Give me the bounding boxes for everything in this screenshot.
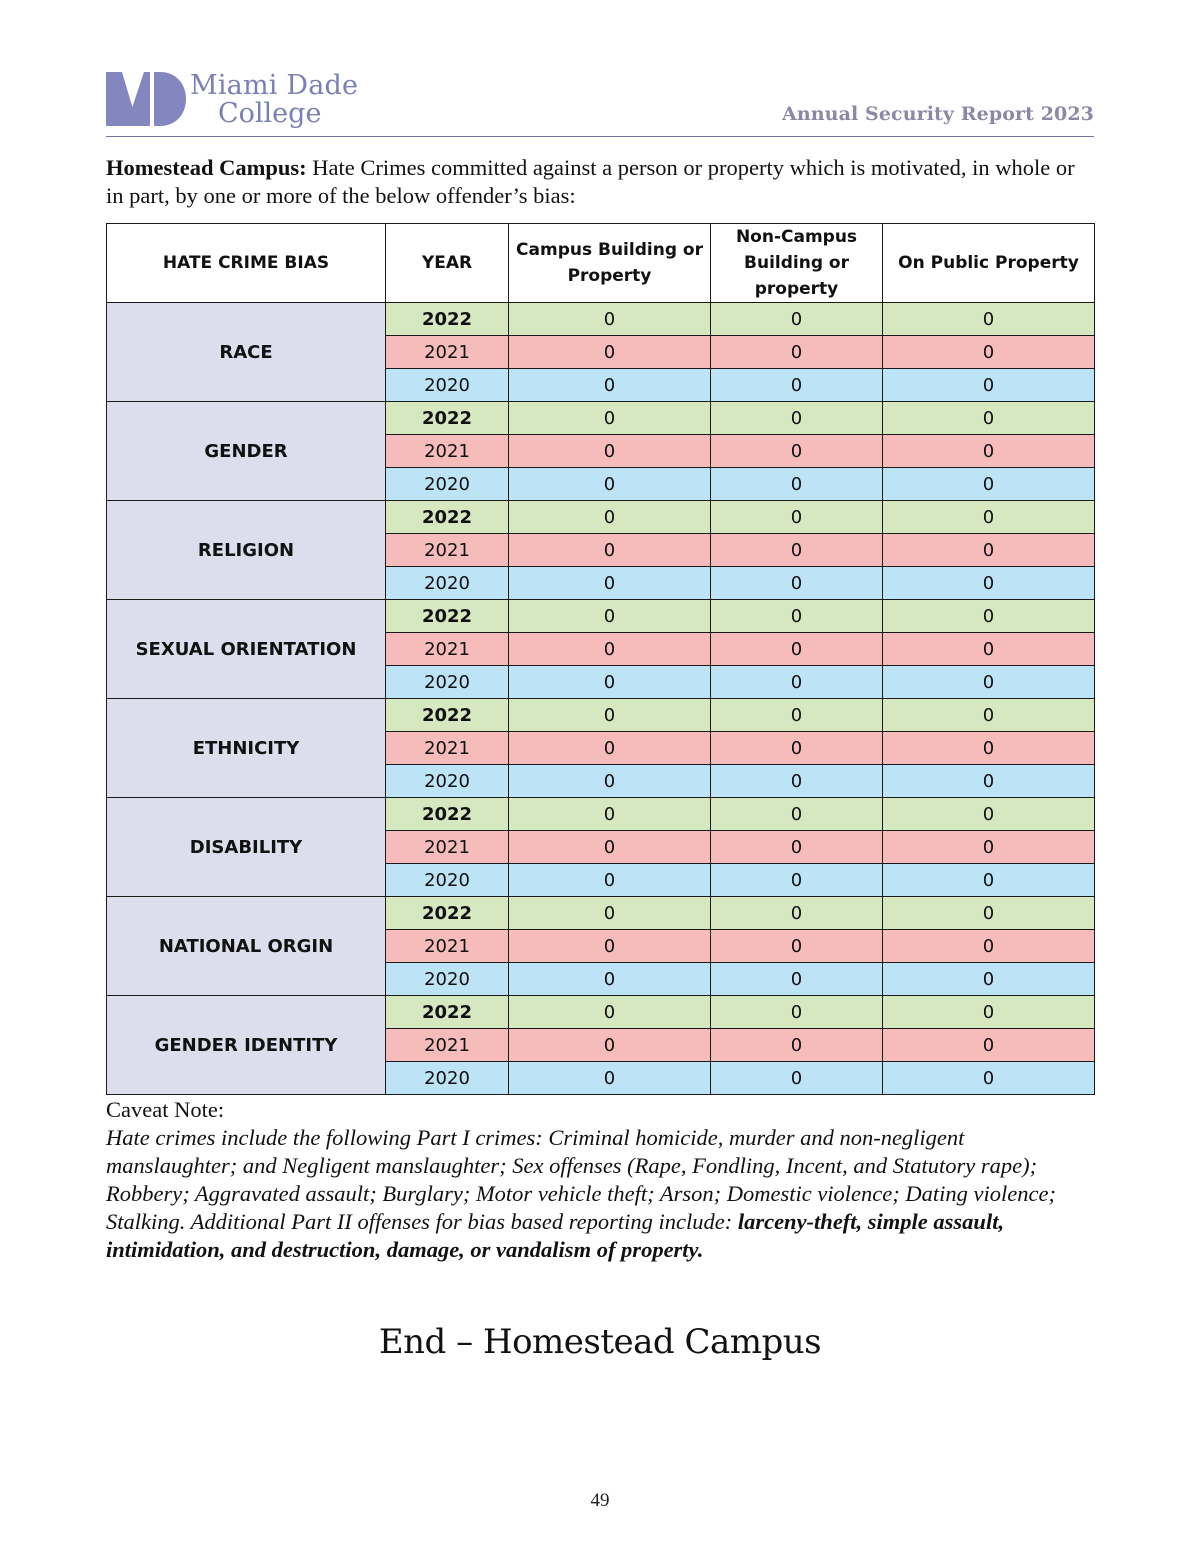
noncampus-value-cell: 0 — [711, 435, 883, 468]
table-row — [107, 798, 1095, 831]
col-header-campus: Campus Building or Property — [509, 224, 711, 303]
campus-value-cell: 0 — [509, 600, 711, 633]
year-cell: 2020 — [386, 468, 509, 501]
public-value-cell: 0 — [883, 336, 1095, 369]
public-value-cell: 0 — [883, 369, 1095, 402]
noncampus-value-cell: 0 — [711, 996, 883, 1029]
noncampus-value-cell: 0 — [711, 369, 883, 402]
bias-category-cell: DISABILITY — [107, 798, 386, 897]
campus-value-cell: 0 — [509, 567, 711, 600]
noncampus-value-cell: 0 — [711, 402, 883, 435]
year-cell: 2020 — [386, 864, 509, 897]
year-cell: 2020 — [386, 666, 509, 699]
table-row — [107, 402, 1095, 435]
campus-value-cell: 0 — [509, 666, 711, 699]
campus-value-cell: 0 — [509, 369, 711, 402]
noncampus-value-cell: 0 — [711, 633, 883, 666]
hate-crime-table — [106, 223, 1095, 1095]
year-cell: 2021 — [386, 336, 509, 369]
campus-value-cell: 0 — [509, 303, 711, 336]
noncampus-value-cell: 0 — [711, 1062, 883, 1095]
campus-value-cell: 0 — [509, 864, 711, 897]
col-header-year: YEAR — [386, 224, 509, 303]
year-cell: 2021 — [386, 930, 509, 963]
md-logo-mark-icon — [106, 72, 186, 126]
public-value-cell: 0 — [883, 1029, 1095, 1062]
noncampus-value-cell: 0 — [711, 798, 883, 831]
caveat-note — [106, 1096, 1096, 1264]
public-value-cell: 0 — [883, 501, 1095, 534]
noncampus-value-cell: 0 — [711, 765, 883, 798]
campus-value-cell: 0 — [509, 699, 711, 732]
campus-value-cell: 0 — [509, 996, 711, 1029]
logo-line-1: Miami Dade — [190, 70, 359, 101]
noncampus-value-cell: 0 — [711, 732, 883, 765]
public-value-cell: 0 — [883, 996, 1095, 1029]
year-cell: 2022 — [386, 996, 509, 1029]
report-title: Annual Security Report 2023 — [782, 103, 1094, 125]
bias-category-cell: SEXUAL ORIENTATION — [107, 600, 386, 699]
year-cell: 2020 — [386, 765, 509, 798]
campus-value-cell: 0 — [509, 501, 711, 534]
campus-value-cell: 0 — [509, 534, 711, 567]
noncampus-value-cell: 0 — [711, 930, 883, 963]
noncampus-value-cell: 0 — [711, 864, 883, 897]
year-cell: 2021 — [386, 831, 509, 864]
year-cell: 2021 — [386, 534, 509, 567]
year-cell: 2021 — [386, 633, 509, 666]
college-logo — [106, 72, 366, 128]
intro-campus-label: Homestead Campus: — [106, 155, 307, 180]
public-value-cell: 0 — [883, 534, 1095, 567]
public-value-cell: 0 — [883, 1062, 1095, 1095]
public-value-cell: 0 — [883, 435, 1095, 468]
year-cell: 2022 — [386, 600, 509, 633]
table-row — [107, 303, 1095, 336]
campus-value-cell: 0 — [509, 732, 711, 765]
noncampus-value-cell: 0 — [711, 699, 883, 732]
public-value-cell: 0 — [883, 567, 1095, 600]
campus-value-cell: 0 — [509, 633, 711, 666]
col-header-noncampus: Non-Campus Building or property — [711, 224, 883, 303]
noncampus-value-cell: 0 — [711, 963, 883, 996]
public-value-cell: 0 — [883, 831, 1095, 864]
year-cell: 2022 — [386, 501, 509, 534]
section-end-title: End – Homestead Campus — [378, 1322, 822, 1362]
campus-value-cell: 0 — [509, 1029, 711, 1062]
caveat-bold-tail: larceny-theft, simple assault, intimidation, and destruction, damage, or vandalism of property. — [106, 1209, 1005, 1262]
public-value-cell: 0 — [883, 468, 1095, 501]
campus-value-cell: 0 — [509, 1062, 711, 1095]
campus-value-cell: 0 — [509, 831, 711, 864]
noncampus-value-cell: 0 — [711, 567, 883, 600]
campus-value-cell: 0 — [509, 897, 711, 930]
noncampus-value-cell: 0 — [711, 468, 883, 501]
public-value-cell: 0 — [883, 402, 1095, 435]
public-value-cell: 0 — [883, 798, 1095, 831]
noncampus-value-cell: 0 — [711, 303, 883, 336]
noncampus-value-cell: 0 — [711, 534, 883, 567]
year-cell: 2022 — [386, 402, 509, 435]
year-cell: 2021 — [386, 732, 509, 765]
public-value-cell: 0 — [883, 930, 1095, 963]
noncampus-value-cell: 0 — [711, 501, 883, 534]
page-header — [106, 66, 1094, 137]
intro-text: Hate Crimes committed against a person or property which is motivated, in whole or in part, by one or more of the below offender’s bias: — [106, 155, 1075, 208]
campus-value-cell: 0 — [509, 765, 711, 798]
year-cell: 2020 — [386, 567, 509, 600]
year-cell: 2022 — [386, 699, 509, 732]
campus-value-cell: 0 — [509, 963, 711, 996]
noncampus-value-cell: 0 — [711, 600, 883, 633]
public-value-cell: 0 — [883, 864, 1095, 897]
public-value-cell: 0 — [883, 732, 1095, 765]
public-value-cell: 0 — [883, 963, 1095, 996]
campus-value-cell: 0 — [509, 468, 711, 501]
public-value-cell: 0 — [883, 765, 1095, 798]
col-header-bias: HATE CRIME BIAS — [107, 224, 386, 303]
logo-wordmark — [190, 72, 358, 128]
table-row — [107, 699, 1095, 732]
campus-value-cell: 0 — [509, 402, 711, 435]
page-number: 49 — [590, 1490, 610, 1511]
table-row — [107, 600, 1095, 633]
bias-category-cell: GENDER — [107, 402, 386, 501]
bias-category-cell: RACE — [107, 303, 386, 402]
table-row — [107, 996, 1095, 1029]
public-value-cell: 0 — [883, 633, 1095, 666]
campus-value-cell: 0 — [509, 798, 711, 831]
campus-value-cell: 0 — [509, 930, 711, 963]
caveat-body: Hate crimes include the following Part I crimes: Criminal homicide, murder and non-negligent manslaughter; and Negligent manslaughter; Sex offenses (Rape, Fondling, Incent, and Statutory rape); Robbery; Aggravated assault; Burglary; Motor vehicle theft; Arson; Domestic violence; Dating violence; Stalking. Additional Part II offenses for bias based reporting include: — [106, 1125, 1056, 1234]
caveat-title: Caveat Note: — [106, 1097, 225, 1122]
year-cell: 2022 — [386, 798, 509, 831]
noncampus-value-cell: 0 — [711, 666, 883, 699]
year-cell: 2020 — [386, 369, 509, 402]
year-cell: 2022 — [386, 303, 509, 336]
table-header-row — [107, 224, 1095, 303]
noncampus-value-cell: 0 — [711, 336, 883, 369]
noncampus-value-cell: 0 — [711, 831, 883, 864]
bias-category-cell: ETHNICITY — [107, 699, 386, 798]
bias-category-cell: GENDER IDENTITY — [107, 996, 386, 1095]
noncampus-value-cell: 0 — [711, 897, 883, 930]
year-cell: 2020 — [386, 1062, 509, 1095]
public-value-cell: 0 — [883, 699, 1095, 732]
col-header-public: On Public Property — [883, 224, 1095, 303]
bias-category-cell: RELIGION — [107, 501, 386, 600]
campus-value-cell: 0 — [509, 435, 711, 468]
logo-line-2: College — [218, 98, 322, 129]
intro-paragraph — [106, 154, 1096, 210]
year-cell: 2022 — [386, 897, 509, 930]
table-row — [107, 501, 1095, 534]
bias-category-cell: NATIONAL ORGIN — [107, 897, 386, 996]
public-value-cell: 0 — [883, 303, 1095, 336]
public-value-cell: 0 — [883, 897, 1095, 930]
year-cell: 2020 — [386, 963, 509, 996]
campus-value-cell: 0 — [509, 336, 711, 369]
public-value-cell: 0 — [883, 666, 1095, 699]
year-cell: 2021 — [386, 1029, 509, 1062]
public-value-cell: 0 — [883, 600, 1095, 633]
noncampus-value-cell: 0 — [711, 1029, 883, 1062]
year-cell: 2021 — [386, 435, 509, 468]
table-row — [107, 897, 1095, 930]
